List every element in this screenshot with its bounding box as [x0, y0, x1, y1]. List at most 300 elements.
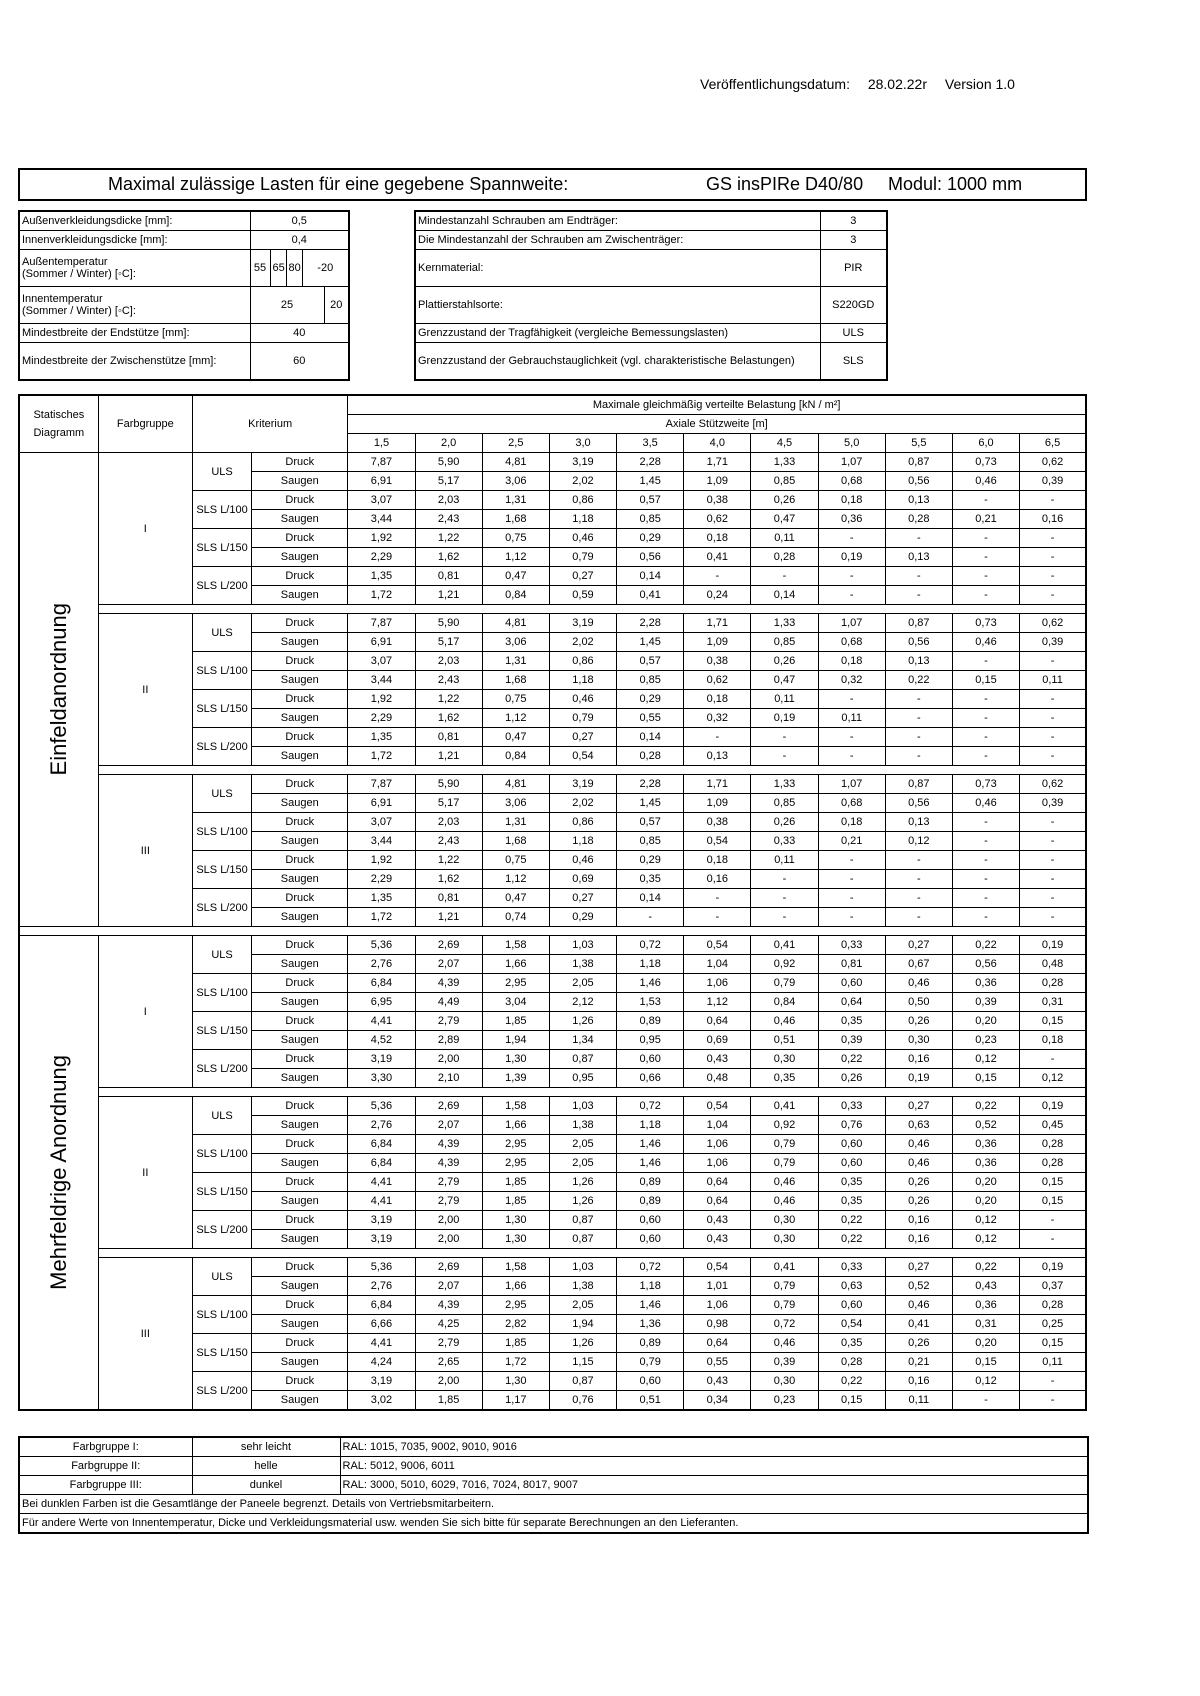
load-value-cell: 0,43	[952, 1277, 1019, 1296]
load-type-cell: Saugen	[252, 671, 348, 690]
load-value-cell: 1,12	[482, 548, 549, 567]
load-value-cell: 0,50	[885, 993, 952, 1012]
load-value-cell: -	[885, 908, 952, 927]
load-value-cell: 2,95	[482, 974, 549, 993]
load-value-cell: 0,13	[885, 491, 952, 510]
load-value-cell: 6,95	[348, 993, 415, 1012]
load-value-cell: 0,14	[617, 889, 684, 908]
load-value-cell: 1,22	[415, 851, 482, 870]
load-value-cell: 0,39	[1020, 794, 1086, 813]
load-value-cell: 0,76	[549, 1391, 616, 1411]
load-value-cell: -	[952, 709, 1019, 728]
load-value-cell: -	[885, 529, 952, 548]
load-value-cell: 0,12	[952, 1372, 1019, 1391]
load-value-cell: 0,11	[818, 709, 885, 728]
load-value-cell: 6,91	[348, 633, 415, 652]
load-type-cell: Druck	[252, 974, 348, 993]
span-header-cell: 2,0	[415, 434, 482, 453]
load-value-cell: 0,22	[818, 1050, 885, 1069]
load-value-cell: 0,85	[751, 794, 818, 813]
param-label	[19, 287, 250, 324]
load-value-cell: 0,43	[684, 1230, 751, 1249]
load-value-cell: 1,85	[482, 1192, 549, 1211]
load-value-cell: 2,95	[482, 1135, 549, 1154]
load-value-cell: 0,47	[482, 889, 549, 908]
load-value-cell: -	[1020, 889, 1086, 908]
table-row	[19, 614, 1086, 633]
load-value-cell: 0,29	[617, 529, 684, 548]
load-value-cell: 0,89	[617, 1012, 684, 1031]
load-value-cell: 0,27	[885, 1258, 952, 1277]
load-value-cell: 0,29	[549, 908, 616, 927]
load-value-cell: -	[1020, 690, 1086, 709]
farbgruppe-cell: III	[98, 1258, 192, 1411]
load-value-cell: -	[952, 548, 1019, 567]
load-value-cell: 0,46	[952, 472, 1019, 491]
load-value-cell: 5,36	[348, 936, 415, 955]
load-value-cell: -	[952, 690, 1019, 709]
load-value-cell: -	[1020, 1211, 1086, 1230]
load-value-cell: 0,57	[617, 813, 684, 832]
load-type-cell: Saugen	[252, 747, 348, 766]
load-value-cell: 1,66	[482, 1277, 549, 1296]
load-type-cell: Saugen	[252, 1230, 348, 1249]
span-header-cell: 4,5	[751, 434, 818, 453]
load-value-cell: 0,84	[482, 586, 549, 605]
load-value-cell: 2,43	[415, 510, 482, 529]
load-value-cell: 0,47	[482, 567, 549, 586]
load-value-cell: 0,35	[818, 1173, 885, 1192]
table-row	[19, 1258, 1086, 1277]
param-row	[415, 324, 887, 343]
load-value-cell: 0,19	[1020, 1097, 1086, 1116]
load-value-cell: 0,30	[885, 1031, 952, 1050]
load-value-cell: 2,05	[549, 1296, 616, 1315]
load-value-cell: 0,57	[617, 491, 684, 510]
load-value-cell: 2,28	[617, 453, 684, 472]
load-value-cell: 1,03	[549, 1097, 616, 1116]
load-value-cell: 0,57	[617, 652, 684, 671]
param-row	[415, 231, 887, 250]
span-header-cell: 3,5	[617, 434, 684, 453]
load-value-cell: 3,07	[348, 813, 415, 832]
param-row	[19, 343, 349, 381]
param-label-line: Innentemperatur	[22, 293, 103, 305]
load-value-cell: 1,45	[617, 633, 684, 652]
load-value-cell: -	[952, 832, 1019, 851]
section-label: Einfeldanordnung	[45, 603, 71, 776]
load-value-cell: 0,26	[885, 1012, 952, 1031]
load-value-cell: 0,11	[751, 529, 818, 548]
load-value-cell: 4,41	[348, 1173, 415, 1192]
load-value-cell: 0,79	[751, 974, 818, 993]
load-value-cell: 2,29	[348, 870, 415, 889]
load-type-cell: Druck	[252, 1012, 348, 1031]
load-value-cell: 0,38	[684, 813, 751, 832]
load-value-cell: 2,05	[549, 1154, 616, 1173]
load-value-cell: 1,45	[617, 472, 684, 491]
load-value-cell: 1,18	[549, 671, 616, 690]
load-value-cell: 0,79	[617, 1353, 684, 1372]
load-value-cell: -	[952, 529, 1019, 548]
load-value-cell: 0,64	[684, 1012, 751, 1031]
load-value-cell: 0,67	[885, 955, 952, 974]
param-label: Innenverkleidungsdicke [mm]:	[19, 231, 250, 250]
load-value-cell: 0,60	[818, 1154, 885, 1173]
load-value-cell: -	[818, 567, 885, 586]
load-value-cell: 0,41	[751, 936, 818, 955]
load-value-cell: 1,94	[549, 1315, 616, 1334]
load-type-cell: Druck	[252, 936, 348, 955]
load-value-cell: 1,30	[482, 1372, 549, 1391]
load-value-cell: 0,26	[885, 1334, 952, 1353]
criterion-cell: SLS L/100	[192, 652, 251, 690]
load-type-cell: Saugen	[252, 548, 348, 567]
load-value-cell: 1,07	[818, 453, 885, 472]
load-value-cell: 0,36	[952, 1135, 1019, 1154]
load-value-cell: 0,32	[818, 671, 885, 690]
load-type-cell: Saugen	[252, 955, 348, 974]
load-value-cell: 1,18	[617, 955, 684, 974]
separator-cell	[98, 605, 1086, 614]
load-value-cell: 1,31	[482, 652, 549, 671]
load-value-cell: 0,35	[818, 1012, 885, 1031]
param-row	[415, 343, 887, 381]
load-value-cell: 0,85	[617, 510, 684, 529]
load-value-cell: 7,87	[348, 453, 415, 472]
load-value-cell: 0,46	[885, 1154, 952, 1173]
load-value-cell: 0,12	[1020, 1069, 1086, 1088]
load-value-cell: 0,60	[617, 1211, 684, 1230]
load-value-cell: 0,73	[952, 614, 1019, 633]
load-value-cell: 0,33	[818, 1258, 885, 1277]
load-value-cell: 1,62	[415, 709, 482, 728]
load-value-cell: 0,84	[482, 747, 549, 766]
load-value-cell: 0,60	[617, 1372, 684, 1391]
param-label: Die Mindestanzahl der Schrauben am Zwischenträger:	[415, 231, 820, 250]
load-value-cell: 1,26	[549, 1334, 616, 1353]
load-value-cell: 0,18	[818, 491, 885, 510]
version-label: Version 1.0	[944, 76, 1015, 92]
load-value-cell: 0,37	[1020, 1277, 1086, 1296]
load-value-cell: 0,39	[751, 1353, 818, 1372]
load-value-cell: -	[1020, 747, 1086, 766]
load-value-cell: 0,89	[617, 1173, 684, 1192]
table-row	[19, 936, 1086, 955]
load-type-cell: Saugen	[252, 472, 348, 491]
load-value-cell: 0,30	[751, 1050, 818, 1069]
load-type-cell: Druck	[252, 453, 348, 472]
load-value-cell: 0,20	[952, 1334, 1019, 1353]
load-value-cell: 1,09	[684, 472, 751, 491]
load-value-cell: 0,79	[549, 548, 616, 567]
load-value-cell: 0,60	[818, 974, 885, 993]
param-label: Kernmaterial:	[415, 250, 820, 287]
load-value-cell: 1,46	[617, 974, 684, 993]
load-value-cell: 0,16	[885, 1050, 952, 1069]
load-value-cell: 0,11	[751, 690, 818, 709]
load-value-cell: 2,00	[415, 1372, 482, 1391]
farbgruppe-cell: I	[98, 453, 192, 605]
load-type-cell: Saugen	[252, 1192, 348, 1211]
load-value-cell: 3,30	[348, 1069, 415, 1088]
load-value-cell: 3,19	[348, 1050, 415, 1069]
load-value-cell: 1,33	[751, 775, 818, 794]
load-type-cell: Saugen	[252, 709, 348, 728]
span-header-cell: 1,5	[348, 434, 415, 453]
load-value-cell: 0,52	[885, 1277, 952, 1296]
load-value-cell: -	[952, 908, 1019, 927]
load-value-cell: 0,86	[549, 652, 616, 671]
load-value-cell: 2,07	[415, 1277, 482, 1296]
load-value-cell: 2,82	[482, 1315, 549, 1334]
criterion-cell: ULS	[192, 453, 251, 491]
load-value-cell: 1,45	[617, 794, 684, 813]
load-value-cell: 0,81	[415, 889, 482, 908]
load-value-cell: 1,71	[684, 775, 751, 794]
load-value-cell: 3,07	[348, 652, 415, 671]
load-value-cell: 0,98	[684, 1315, 751, 1334]
footer-row	[19, 1476, 1088, 1495]
load-value-cell: 0,79	[751, 1154, 818, 1173]
load-value-cell: -	[885, 870, 952, 889]
load-value-cell: 0,87	[549, 1372, 616, 1391]
load-value-cell: 1,18	[617, 1116, 684, 1135]
load-value-cell: 0,64	[684, 1192, 751, 1211]
load-value-cell: 1,33	[751, 453, 818, 472]
load-value-cell: 0,31	[1020, 993, 1086, 1012]
load-value-cell: 2,02	[549, 794, 616, 813]
load-value-cell: -	[885, 690, 952, 709]
load-value-cell: 0,18	[1020, 1031, 1086, 1050]
load-value-cell: 2,05	[549, 1135, 616, 1154]
load-value-cell: 0,31	[952, 1315, 1019, 1334]
criterion-cell: SLS L/200	[192, 567, 251, 605]
load-value-cell: 0,69	[549, 870, 616, 889]
load-table-body	[19, 395, 1086, 1410]
load-value-cell: 1,07	[818, 775, 885, 794]
load-value-cell: 4,81	[482, 453, 549, 472]
load-type-cell: Druck	[252, 529, 348, 548]
load-value-cell: 0,69	[684, 1031, 751, 1050]
load-value-cell: 0,14	[751, 586, 818, 605]
load-value-cell: 0,32	[684, 709, 751, 728]
criterion-cell: SLS L/150	[192, 851, 251, 889]
criterion-cell: ULS	[192, 1097, 251, 1135]
load-value-cell: 3,19	[348, 1211, 415, 1230]
span-header-cell: 3,0	[549, 434, 616, 453]
load-value-cell: 0,75	[482, 690, 549, 709]
separator-cell	[19, 927, 1086, 936]
param-value: 65	[270, 250, 286, 287]
load-value-cell: -	[818, 889, 885, 908]
load-value-cell: -	[952, 870, 1019, 889]
load-value-cell: 4,41	[348, 1334, 415, 1353]
header-axial-span: Axiale Stützweite [m]	[348, 415, 1086, 434]
load-value-cell: 2,69	[415, 1097, 482, 1116]
load-value-cell: 0,28	[885, 510, 952, 529]
criterion-cell: SLS L/100	[192, 1296, 251, 1334]
load-value-cell: 0,55	[617, 709, 684, 728]
load-value-cell: 1,72	[348, 586, 415, 605]
load-value-cell: 1,07	[818, 614, 885, 633]
load-value-cell: 0,22	[818, 1372, 885, 1391]
load-value-cell: 1,06	[684, 974, 751, 993]
load-value-cell: 0,79	[751, 1296, 818, 1315]
load-value-cell: -	[1020, 529, 1086, 548]
load-value-cell: 0,27	[885, 936, 952, 955]
span-header-cell: 2,5	[482, 434, 549, 453]
load-type-cell: Saugen	[252, 832, 348, 851]
load-value-cell: 4,39	[415, 974, 482, 993]
color-group-label: Farbgruppe III:	[19, 1476, 192, 1495]
load-value-cell: 6,91	[348, 472, 415, 491]
load-type-cell: Saugen	[252, 1391, 348, 1411]
load-value-cell: -	[952, 851, 1019, 870]
load-value-cell: 1,72	[348, 747, 415, 766]
load-type-cell: Druck	[252, 1135, 348, 1154]
load-value-cell: 2,95	[482, 1296, 549, 1315]
separator-cell	[98, 1249, 1086, 1258]
load-type-cell: Saugen	[252, 510, 348, 529]
load-value-cell: 0,47	[751, 510, 818, 529]
criterion-cell: SLS L/100	[192, 974, 251, 1012]
param-label: Mindestanzahl Schrauben am Endträger:	[415, 211, 820, 231]
param-value: 3	[820, 231, 887, 250]
param-label: Grenzzustand der Gebrauchstauglichkeit (vgl. charakteristische Belastungen)	[415, 343, 820, 381]
load-value-cell: 0,54	[549, 747, 616, 766]
load-value-cell: 0,60	[617, 1050, 684, 1069]
criterion-cell: SLS L/150	[192, 1012, 251, 1050]
load-value-cell: 1,58	[482, 936, 549, 955]
load-value-cell: 2,07	[415, 955, 482, 974]
load-value-cell: 0,21	[885, 1353, 952, 1372]
load-value-cell: 3,06	[482, 472, 549, 491]
load-value-cell: 4,24	[348, 1353, 415, 1372]
load-value-cell: 0,89	[617, 1192, 684, 1211]
load-value-cell: 0,72	[751, 1315, 818, 1334]
load-value-cell: 0,20	[952, 1173, 1019, 1192]
load-value-cell: 0,28	[1020, 974, 1086, 993]
load-value-cell: 2,03	[415, 652, 482, 671]
load-type-cell: Saugen	[252, 993, 348, 1012]
load-value-cell: -	[952, 567, 1019, 586]
param-label: Mindestbreite der Endstütze [mm]:	[19, 324, 250, 343]
param-row	[19, 211, 349, 231]
load-value-cell: 3,19	[348, 1372, 415, 1391]
color-group-desc: helle	[192, 1457, 340, 1476]
param-label	[19, 250, 250, 287]
load-value-cell: 0,19	[1020, 936, 1086, 955]
color-group-label: Farbgruppe II:	[19, 1457, 192, 1476]
load-value-cell: 2,00	[415, 1050, 482, 1069]
load-value-cell: 0,22	[952, 936, 1019, 955]
section-label: Mehrfeldrige Anordnung	[45, 1055, 71, 1290]
load-value-cell: 0,46	[549, 690, 616, 709]
load-value-cell: 5,90	[415, 614, 482, 633]
load-value-cell: 3,44	[348, 510, 415, 529]
load-value-cell: 0,52	[952, 1116, 1019, 1135]
load-value-cell: 0,46	[885, 974, 952, 993]
load-value-cell: 0,81	[415, 728, 482, 747]
load-value-cell: 0,41	[885, 1315, 952, 1334]
load-value-cell: 0,36	[952, 974, 1019, 993]
load-value-cell: 0,87	[885, 614, 952, 633]
load-value-cell: 0,16	[684, 870, 751, 889]
load-value-cell: 0,47	[751, 671, 818, 690]
load-value-cell: 0,87	[549, 1211, 616, 1230]
farbgruppe-cell: III	[98, 775, 192, 927]
load-value-cell: 0,21	[818, 832, 885, 851]
load-value-cell: 0,68	[818, 633, 885, 652]
load-value-cell: 1,38	[549, 1116, 616, 1135]
load-value-cell: 0,19	[751, 709, 818, 728]
load-value-cell: -	[684, 567, 751, 586]
farbgruppe-cell: I	[98, 936, 192, 1088]
load-value-cell: 0,25	[1020, 1315, 1086, 1334]
load-value-cell: 2,65	[415, 1353, 482, 1372]
criterion-cell: SLS L/200	[192, 1050, 251, 1088]
load-type-cell: Druck	[252, 1097, 348, 1116]
load-value-cell: 4,25	[415, 1315, 482, 1334]
load-value-cell: 0,36	[952, 1154, 1019, 1173]
criterion-cell: SLS L/100	[192, 1135, 251, 1173]
param-label: Grenzzustand der Tragfähigkeit (vergleiche Bemessungslasten)	[415, 324, 820, 343]
load-value-cell: -	[1020, 1391, 1086, 1411]
load-value-cell: 0,18	[818, 813, 885, 832]
load-value-cell: 0,26	[751, 813, 818, 832]
load-value-cell: 0,11	[885, 1391, 952, 1411]
load-value-cell: 0,11	[751, 851, 818, 870]
load-value-cell: -	[1020, 1372, 1086, 1391]
load-value-cell: 0,81	[818, 955, 885, 974]
load-value-cell: 0,46	[751, 1192, 818, 1211]
load-value-cell: 0,54	[684, 936, 751, 955]
load-value-cell: 0,15	[818, 1391, 885, 1411]
load-value-cell: 0,92	[751, 955, 818, 974]
load-value-cell: 0,89	[617, 1334, 684, 1353]
load-value-cell: 0,12	[885, 832, 952, 851]
load-value-cell: 0,27	[885, 1097, 952, 1116]
load-value-cell: 7,87	[348, 775, 415, 794]
load-type-cell: Druck	[252, 813, 348, 832]
param-label-line: (Sommer / Winter) [◦C]:	[22, 268, 136, 280]
load-value-cell: 0,35	[617, 870, 684, 889]
span-header-cell: 6,5	[1020, 434, 1086, 453]
load-type-cell: Druck	[252, 851, 348, 870]
param-row	[19, 287, 349, 324]
param-value: 20	[324, 287, 349, 324]
load-value-cell: 1,31	[482, 491, 549, 510]
load-value-cell: -	[885, 728, 952, 747]
group-separator	[19, 1249, 1086, 1258]
load-value-cell: 1,58	[482, 1097, 549, 1116]
load-value-cell: -	[1020, 851, 1086, 870]
param-label-line: (Sommer / Winter) [◦C]:	[22, 305, 136, 317]
load-value-cell: 1,21	[415, 908, 482, 927]
load-value-cell: 0,27	[549, 567, 616, 586]
param-value: PIR	[820, 250, 887, 287]
load-value-cell: 0,46	[885, 1135, 952, 1154]
load-value-cell: 0,48	[684, 1069, 751, 1088]
load-value-cell: -	[684, 889, 751, 908]
load-value-cell: -	[1020, 567, 1086, 586]
load-value-cell: -	[751, 567, 818, 586]
separator-cell	[98, 766, 1086, 775]
load-value-cell: 1,15	[549, 1353, 616, 1372]
load-value-cell: 0,15	[1020, 1173, 1086, 1192]
load-value-cell: 0,30	[751, 1211, 818, 1230]
